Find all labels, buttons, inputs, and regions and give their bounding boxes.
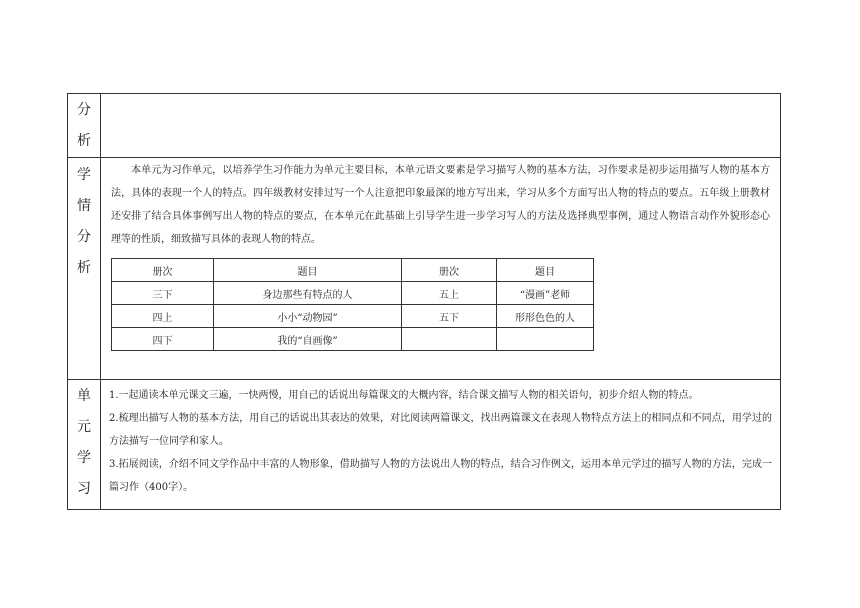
- row-learning-situation: [68, 158, 781, 380]
- textbook-topics-table: [111, 258, 594, 351]
- row-analysis: [68, 94, 781, 158]
- label-char: 析: [77, 133, 91, 149]
- unit-plan-table: [67, 93, 781, 510]
- analysis-content-cell: [101, 94, 781, 158]
- label-char: 单: [77, 388, 91, 404]
- table-row: [112, 305, 594, 328]
- table-cell: 小小“动物园”: [214, 305, 402, 328]
- unit-learning-cell: [101, 380, 781, 510]
- table-cell: [402, 328, 497, 351]
- label-char: 分: [77, 102, 91, 118]
- table-row: [112, 328, 594, 351]
- unit-goal-item: 3.拓展阅读，介绍不同文学作品中丰富的人物形象，借助描写人物的方法说出人物的特点，结合习作例文，运用本单元学过的描写人物的方法，完成一篇习作（400字）。: [109, 459, 772, 493]
- header-cell: 册次: [112, 259, 214, 282]
- table-cell: 五上: [402, 282, 497, 305]
- label-char: 析: [77, 260, 91, 276]
- learning-situation-paragraph: 本单元为习作单元，以培养学生习作能力为单元主要目标，本单元语文要素是学习描写人物的基本方法，习作要求是初步运用描写人物的基本方法，具体的表现一个人的特点。四年级教材安排过写一个人注意把印象最深的地方写出来，学习从多个方面写出人物的特点的要点。五年级上册教材还安排了结合具体事例写出人物的特点的要点，在本单元在此基础上引导学生进一步学习写人的方法及选择典型事例，通过人物语言动作外貌形态心理等的性质，细致描写具体的表现人物的特点。: [111, 165, 770, 245]
- header-cell: 题目: [214, 259, 402, 282]
- row-label-analysis: [68, 94, 101, 158]
- table-cell: 我的“自画像”: [214, 328, 402, 351]
- header-cell: 册次: [402, 259, 497, 282]
- learning-situation-cell: [101, 158, 781, 380]
- unit-goal-item: 2.梳理出描写人物的基本方法，用自己的话说出其表达的效果，对比阅读两篇课文，找出两篇课文在表现人物特点方法上的相同点和不同点，用学过的方法描写一位同学和家人。: [109, 413, 772, 447]
- table-row: [112, 282, 594, 305]
- header-cell: 题目: [497, 259, 594, 282]
- row-label-learning-situation: [68, 158, 101, 380]
- table-cell: 五下: [402, 305, 497, 328]
- table-cell: 形形色色的人: [497, 305, 594, 328]
- table-cell: [497, 328, 594, 351]
- label-char: 习: [77, 481, 91, 497]
- row-label-unit-learning: [68, 380, 101, 510]
- label-char: 情: [77, 198, 91, 214]
- row-unit-learning: [68, 380, 781, 510]
- table-cell: 四上: [112, 305, 214, 328]
- unit-goal-item: 1.一起通读本单元课文三遍，一快两慢，用自己的话说出每篇课文的大概内容，结合课文描写人物的相关语句，初步介绍人物的特点。: [109, 390, 699, 401]
- label-char: 分: [77, 229, 91, 245]
- label-char: 学: [77, 450, 91, 466]
- label-char: 学: [77, 167, 91, 183]
- table-cell: 四下: [112, 328, 214, 351]
- label-char: 元: [77, 419, 91, 435]
- table-header-row: [112, 259, 594, 282]
- table-cell: “漫画”老师: [497, 282, 594, 305]
- table-cell: 身边那些有特点的人: [214, 282, 402, 305]
- table-cell: 三下: [112, 282, 214, 305]
